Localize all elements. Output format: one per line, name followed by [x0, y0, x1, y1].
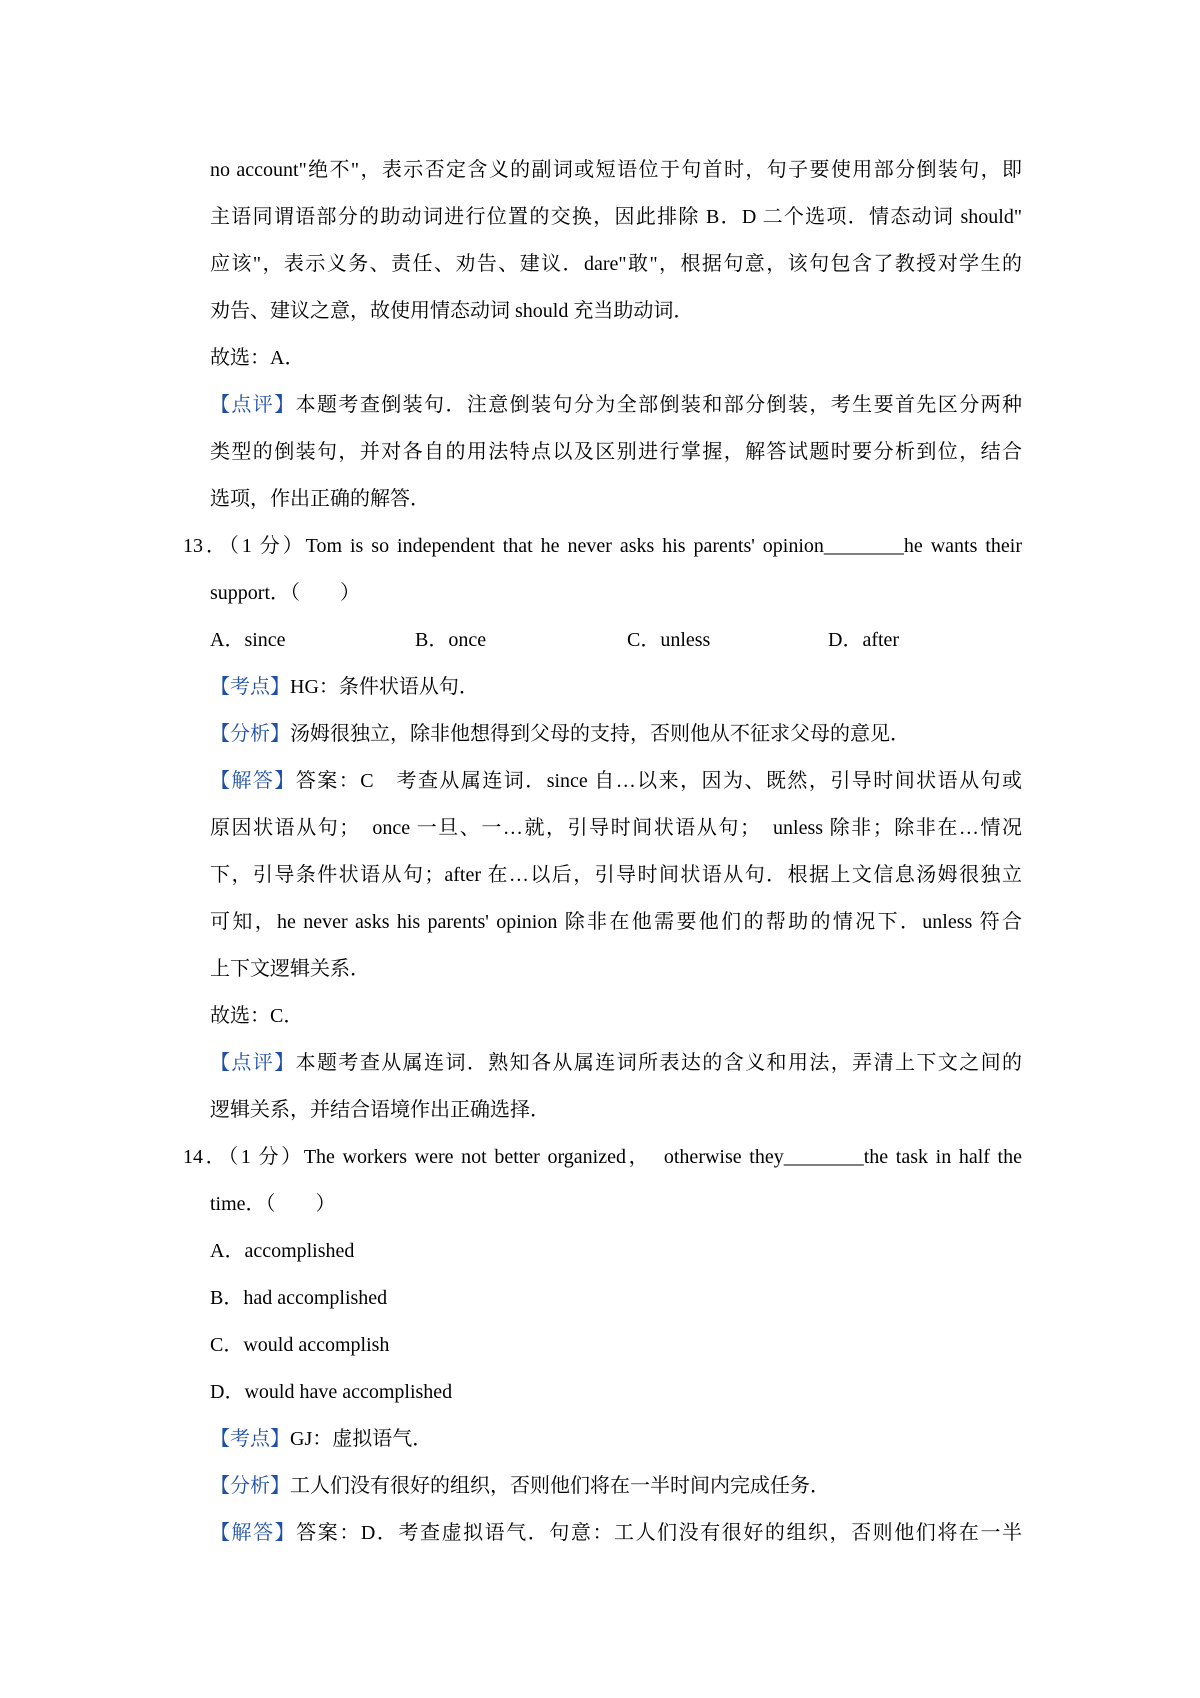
- kaodian-tag: 【考点】: [210, 676, 290, 698]
- option-c: C．unless: [627, 629, 711, 651]
- comment-tag: 【点评】: [210, 394, 296, 416]
- fenxi-line: [210, 1474, 1022, 1498]
- option-b: B．had accomplished: [210, 1287, 388, 1309]
- question-13-stem-cont: support．（ ）: [210, 582, 360, 604]
- answer-line: 故选：C．: [210, 1005, 304, 1027]
- jieda-text: 答案：D．考查虚拟语气．句意：工人们没有很好的组织，否则他们将在一半: [296, 1522, 1023, 1544]
- fenxi-tag: 【分析】: [210, 723, 290, 745]
- dianping-tag: 【点评】: [210, 1052, 296, 1074]
- question-13-stem: 13．（1 分）Tom is so independent that he never asks his parents' opinion________he wants their: [183, 535, 1022, 557]
- jieda-line: 原因状语从句； once 一旦、一…就，引导时间状语从句； unless 除非；除非在…情况: [210, 817, 1022, 839]
- answer-line: 故选：A．: [210, 347, 305, 369]
- comment-text: 本题考查倒装句．注意倒装句分为全部倒装和部分倒装，考生要首先区分两种: [295, 394, 1023, 416]
- option-c: C．would accomplish: [210, 1334, 390, 1356]
- option-a: A．accomplished: [210, 1240, 355, 1262]
- fenxi-text: 汤姆很独立，除非他想得到父母的支持，否则他从不征求父母的意见．: [290, 723, 910, 745]
- jieda-text: 答案：C 考查从属连词．since 自…以来，因为、既然，引导时间状语从句或: [295, 770, 1022, 792]
- explanation-line: 应该"，表示义务、责任、劝告、建议．dare"敢"，根据句意，该句包含了教授对学生的: [210, 253, 1022, 275]
- kaodian-line: [210, 675, 1022, 699]
- question-14-stem: 14．（1 分）The workers were not better organized， otherwise they________the task in half the: [183, 1146, 1022, 1168]
- jieda-line: 可知，he never asks his parents' opinion 除非在他需要他们的帮助的情况下．unless 符合: [210, 911, 1022, 933]
- jieda-line: 下，引导条件状语从句；after 在…以后，引导时间状语从句．根据上文信息汤姆很独立: [210, 864, 1022, 886]
- option-a: A．since: [210, 629, 286, 651]
- jieda-tag: 【解答】: [210, 770, 296, 792]
- dianping-line: 逻辑关系，并结合语境作出正确选择．: [210, 1099, 550, 1121]
- dianping-text: 本题考查从属连词．熟知各从属连词所表达的含义和用法，弄清上下文之间的: [295, 1052, 1023, 1074]
- jieda-line: 上下文逻辑关系．: [210, 958, 370, 980]
- fenxi-text: 工人们没有很好的组织，否则他们将在一半时间内完成任务．: [290, 1475, 830, 1497]
- comment-line: 选项，作出正确的解答．: [210, 488, 430, 510]
- option-b: B．once: [415, 629, 487, 651]
- question-14-stem-cont: time．（ ）: [210, 1193, 336, 1215]
- option-d: D．would have accomplished: [210, 1381, 453, 1403]
- explanation-line: no account"绝不"，表示否定含义的副词或短语位于句首时，句子要使用部分倒装句，即: [210, 159, 1022, 181]
- kaodian-text: GJ：虚拟语气．: [290, 1428, 433, 1450]
- jieda-line: [210, 769, 1022, 793]
- fenxi-line: [210, 722, 1022, 746]
- comment-line: [210, 393, 1022, 417]
- kaodian-text: HG：条件状语从句．: [290, 676, 479, 698]
- explanation-line: 主语同谓语部分的助动词进行位置的交换，因此排除 B．D 二个选项．情态动词 should": [210, 206, 1022, 228]
- fenxi-tag: 【分析】: [210, 1475, 290, 1497]
- comment-line: 类型的倒装句，并对各自的用法特点以及区别进行掌握，解答试题时要分析到位，结合: [210, 441, 1022, 463]
- explanation-line: 劝告、建议之意，故使用情态动词 should 充当助动词．: [210, 300, 694, 322]
- option-d: D．after: [828, 629, 900, 651]
- jieda-line: [210, 1521, 1022, 1545]
- jieda-tag: 【解答】: [210, 1522, 297, 1544]
- kaodian-tag: 【考点】: [210, 1428, 290, 1450]
- dianping-line: [210, 1051, 1022, 1075]
- kaodian-line: [210, 1427, 1022, 1451]
